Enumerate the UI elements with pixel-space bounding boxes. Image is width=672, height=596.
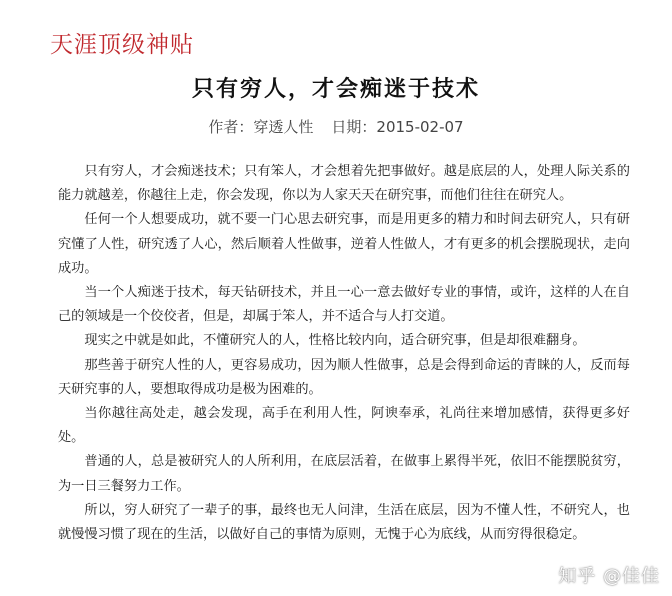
paragraph: 所以，穷人研究了一辈子的事，最终也无人问津，生活在底层，因为不懂人性，不研究人，也就慢慢习惯了现在的生活，以做好自己的事情为原则，无愧于心为底线，从而穷得很稳定。 — [58, 502, 630, 543]
paragraph: 当你越往高处走，越会发现，高手在利用人性，阿谀奉承，礼尚往来增加感情，获得更多好处。 — [58, 406, 630, 446]
paragraph: 普通的人，总是被研究人的人所利用，在底层活着，在做事上累得半死，依旧不能摆脱贫穷，为一日三餐努力工作。 — [58, 454, 630, 494]
date-label: 日期：2015-02-07 — [331, 118, 464, 136]
paragraph: 当一个人痴迷于技术，每天钻研技术，并且一心一意去做好专业的事情，或许，这样的人在自己的领域是一个佼佼者，但是，却属于笨人，并不适合与人打交道。 — [58, 285, 630, 325]
article-body — [58, 160, 630, 547]
paragraph: 只有穷人，才会痴迷技术；只有笨人，才会想着先把事做好。越是底层的人，处理人际关系的能力就越差，你越往上走，你会发现，你以为人家天天在研究事，而他们往往在研究人。 — [58, 164, 630, 204]
article-meta — [0, 116, 672, 137]
site-banner: 天涯顶级神贴 — [50, 32, 194, 58]
zhihu-watermark: 知乎 @佳佳 — [558, 566, 660, 587]
paragraph: 现实之中就是如此，不懂研究人的人，性格比较内向，适合研究事，但是却很难翻身。 — [84, 333, 586, 349]
author-label: 作者：穿透人性 — [208, 118, 314, 136]
paragraph: 那些善于研究人性的人，更容易成功，因为顺人性做事，总是会得到命运的青睐的人，反而每天研究事的人，要想取得成功是极为困难的。 — [58, 357, 630, 397]
article-title: 只有穷人，才会痴迷于技术 — [191, 76, 480, 102]
paragraph: 任何一个人想要成功，就不要一门心思去研究事，而是用更多的精力和时间去研究人，只有研究懂了人性，研究透了人心，然后顺着人性做事，逆着人性做人，才有更多的机会摆脱现状，走向成功。 — [58, 212, 630, 276]
